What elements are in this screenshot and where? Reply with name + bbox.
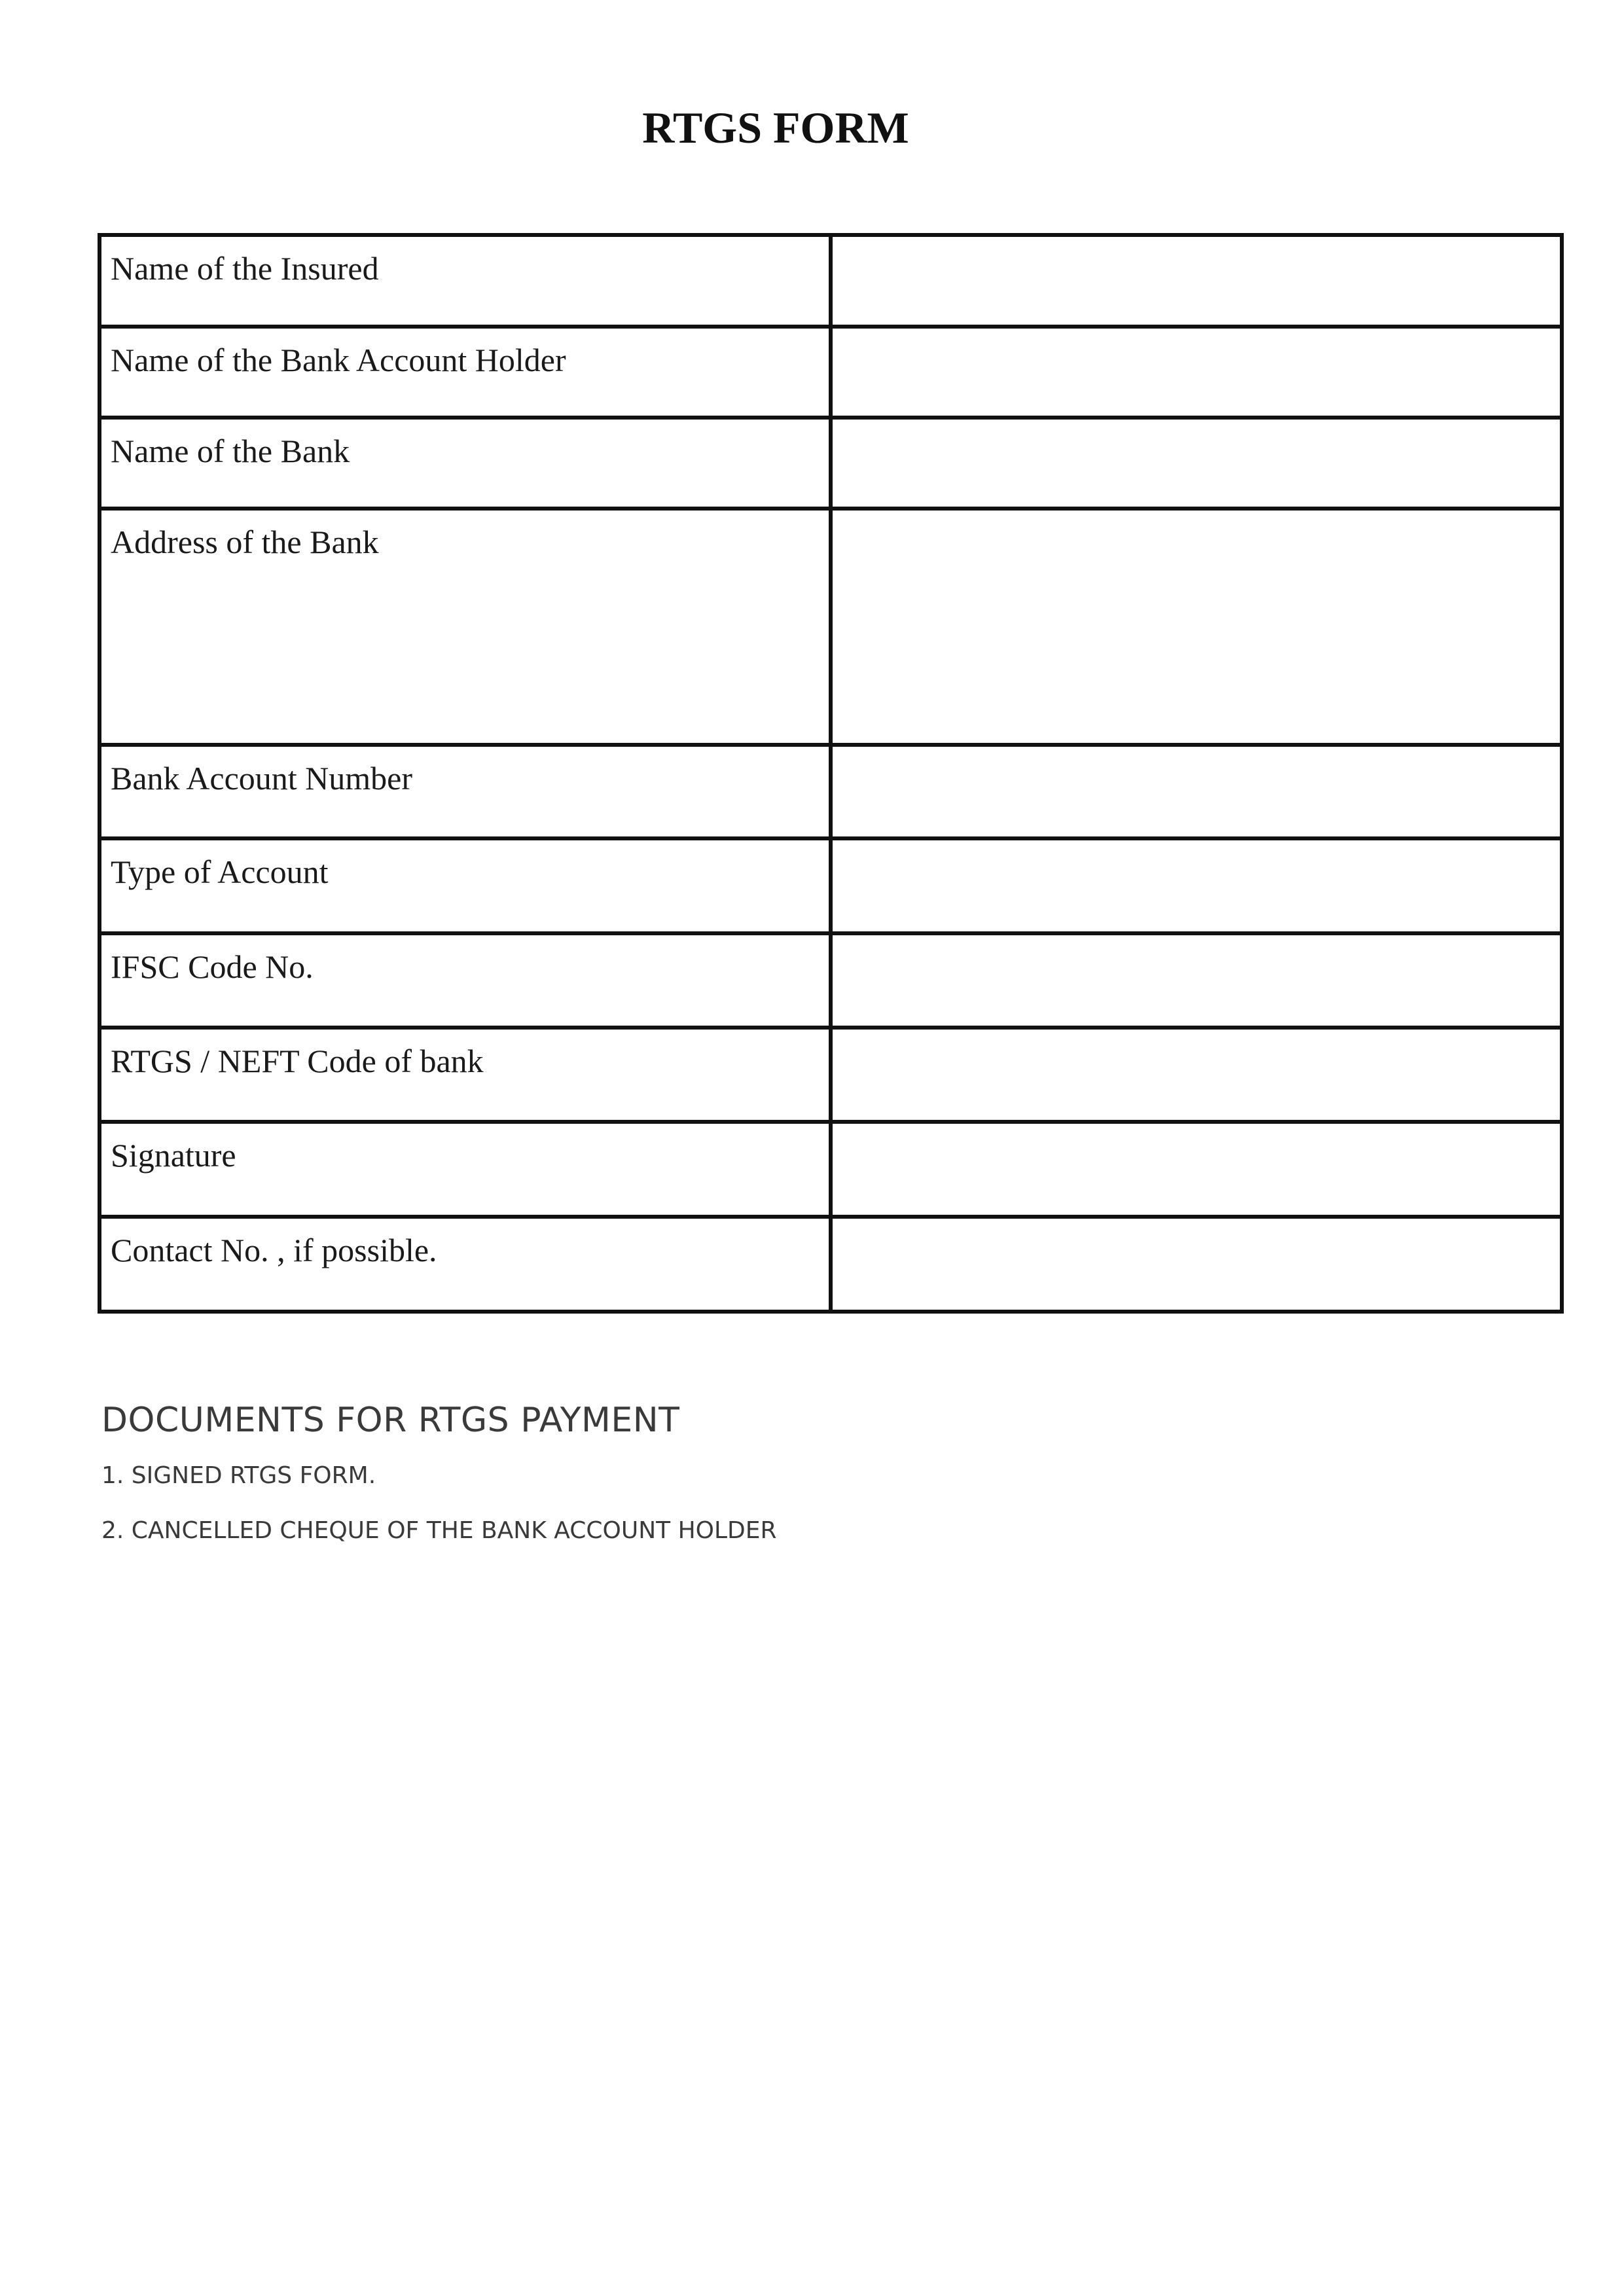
form-row-ifsc-code xyxy=(99,933,1562,1028)
ifsc-code-field[interactable] xyxy=(831,933,1562,1028)
contact-number-field[interactable] xyxy=(831,1217,1562,1312)
field-label: Contact No. , if possible. xyxy=(99,1217,831,1312)
form-row-account-number xyxy=(99,745,1562,838)
documents-heading: DOCUMENTS FOR RTGS PAYMENT xyxy=(101,1401,680,1440)
form-row-bank-address xyxy=(99,509,1562,745)
rtgs-form-table xyxy=(98,233,1564,1314)
bank-address-field[interactable] xyxy=(831,509,1562,745)
page-title: RTGS FORM xyxy=(642,103,909,152)
field-label: Name of the Insured xyxy=(99,235,831,327)
field-label: Signature xyxy=(99,1122,831,1217)
form-row-signature xyxy=(99,1122,1562,1217)
form-row-account-holder xyxy=(99,327,1562,418)
account-number-field[interactable] xyxy=(831,745,1562,838)
bank-name-field[interactable] xyxy=(831,418,1562,509)
documents-list xyxy=(101,1460,777,1570)
form-row-account-type xyxy=(99,838,1562,933)
list-item: 2. CANCELLED CHEQUE OF THE BANK ACCOUNT HOLDER xyxy=(101,1517,777,1544)
field-label: Type of Account xyxy=(99,838,831,933)
rtgs-neft-code-field[interactable] xyxy=(831,1028,1562,1122)
field-label: IFSC Code No. xyxy=(99,933,831,1028)
field-label: Name of the Bank xyxy=(99,418,831,509)
signature-field[interactable] xyxy=(831,1122,1562,1217)
form-row-rtgs-neft-code xyxy=(99,1028,1562,1122)
form-row-bank-name xyxy=(99,418,1562,509)
account-type-field[interactable] xyxy=(831,838,1562,933)
field-label: Name of the Bank Account Holder xyxy=(99,327,831,418)
account-holder-field[interactable] xyxy=(831,327,1562,418)
list-item: 1. SIGNED RTGS FORM. xyxy=(101,1462,376,1489)
form-row-contact-number xyxy=(99,1217,1562,1312)
field-label: Address of the Bank xyxy=(99,509,831,745)
form-row-insured-name xyxy=(99,235,1562,327)
field-label: RTGS / NEFT Code of bank xyxy=(99,1028,831,1122)
field-label: Bank Account Number xyxy=(99,745,831,838)
insured-name-field[interactable] xyxy=(831,235,1562,327)
